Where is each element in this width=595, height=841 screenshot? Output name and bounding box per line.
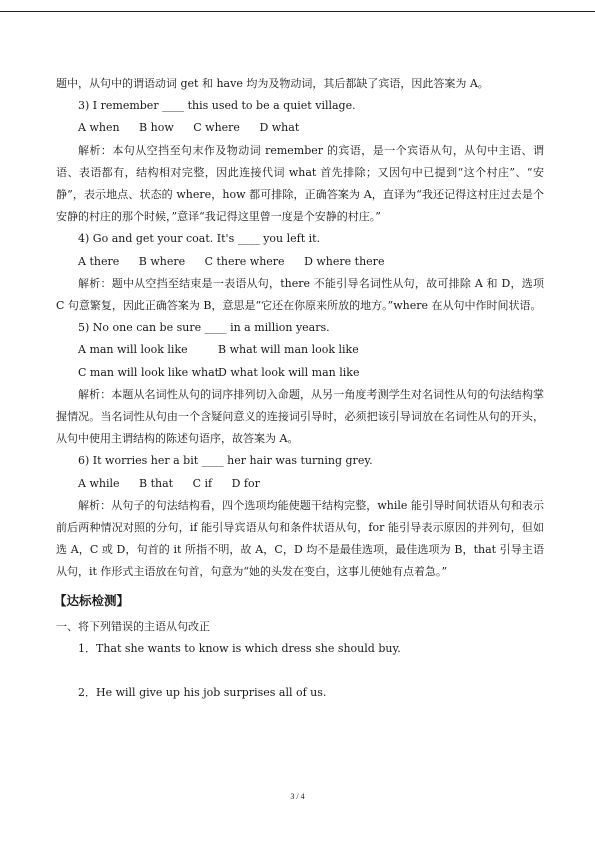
question-6-options: [56, 473, 544, 495]
page-number: 3 / 4: [290, 792, 305, 801]
question-5-options-row2: [56, 362, 544, 384]
question-3-explanation: 解析：本句从空挡至句末作及物动词 remember 的宾语，是一个宾语从句，从句中主语、谓语、表语都有，结构相对完整，因此连接代词 what 首先排除；又因句中已提到“这个村庄”、“安静”，表示地点、状态的 where，how 都可排除，正确答案为 A，直译为“我还记得这村庄过去是个安静的村庄的那个时候，”意译“我记得这里曾一度是个安静的村庄。”: [56, 143, 544, 224]
section-title: 【达标检测】: [54, 592, 130, 608]
option-a: A there: [78, 254, 120, 268]
exercise-part-1: 一、将下列错误的主语从句改正: [56, 619, 210, 633]
option-d: D where there: [304, 254, 385, 268]
option-a: A while: [78, 476, 120, 490]
option-a: A when: [78, 121, 120, 135]
question-5-options-row1: [56, 339, 544, 361]
answer-space: [56, 660, 544, 682]
option-c: C where: [193, 121, 240, 135]
text-line: 题中，从句中的谓语动词 get 和 have 均为及物动词，其后都缺了宾语，因此答案为 A。: [56, 77, 489, 90]
option-c: C there where: [204, 254, 285, 268]
option-b: B what will man look like: [218, 343, 359, 357]
question-5-explanation: 解析：本题从名词性从句的词序排列切入命题，从另一角度考测学生对名词性从句的句法结构掌握情况。当名词性从句由一个含疑问意义的连接词引导时，必须把该引导词放在名词性从句的开头，从句中使用主谓结构的陈述句语序，故答案为 A。: [56, 387, 544, 446]
option-b: B how: [139, 121, 174, 135]
exercise-1: 1．That she wants to know is which dress she should buy.: [78, 642, 401, 656]
option-b: B that: [139, 476, 174, 490]
question-6: 6) It worries her a bit ____ her hair was turning grey.: [78, 454, 373, 468]
document-body: [56, 73, 544, 704]
header-rule: [0, 11, 595, 12]
option-c: C man will look like what: [78, 365, 220, 379]
option-c: C if: [192, 476, 213, 490]
question-3-options: [56, 117, 544, 139]
question-4-explanation: 解析：题中从空挡至结束是一表语从句，there 不能引导名词性从句，故可排除 A 和 D，选项 C 句意繁复，因此正确答案为 B，意思是“它还在你原来所放的地方。”where 在从句中作时间状语。: [56, 276, 544, 313]
option-a: A man will look like: [78, 343, 188, 357]
exercise-2: 2．He will give up his job surprises all of us.: [78, 686, 327, 700]
question-4-options: [56, 251, 544, 273]
question-4: 4) Go and get your coat. It's ____ you left it.: [78, 232, 321, 246]
question-5: 5) No one can be sure ____ in a million years.: [78, 321, 330, 335]
option-d: D for: [231, 476, 260, 490]
option-d: D what: [259, 121, 300, 135]
option-b: B where: [138, 254, 186, 268]
option-d: D what look will man like: [218, 365, 360, 379]
question-6-explanation: 解析：从句子的句法结构看，四个选项均能使题干结构完整，while 能引导时间状语从句和表示前后两种情况对照的分句，if 能引导宾语从句和条件状语从句，for 能引导表示原因的并列句，但如选 A，C 或 D，句首的 it 所指不明，故 A，C，D 均不是最佳选项，最佳选项为 B，that 引导主语从句，it 作形式主语放在句首，句意为“她的头发在变白，这事儿使她有点着急。”: [56, 498, 544, 579]
question-3: 3) I remember ____ this used to be a quiet village.: [78, 99, 356, 113]
